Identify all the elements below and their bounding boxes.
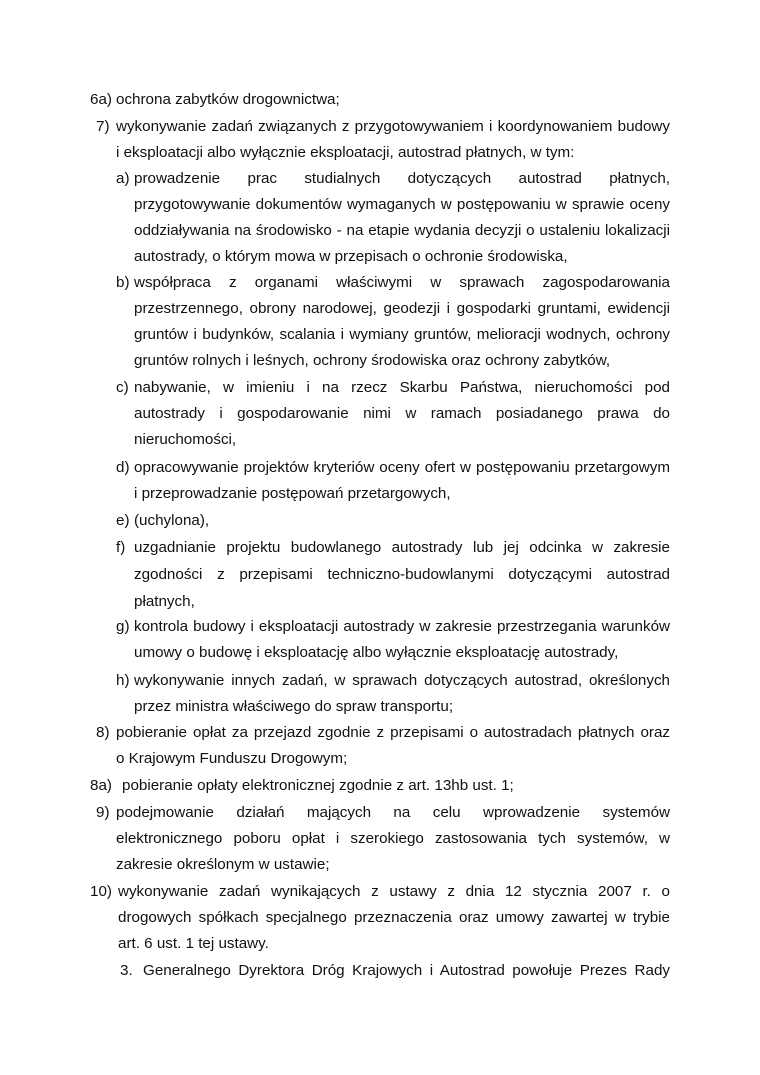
paragraph-3-marker: 3. bbox=[120, 962, 133, 979]
subitem-d-marker: d) bbox=[116, 459, 130, 476]
subitem-g-marker: g) bbox=[116, 618, 130, 635]
item-8-line: pobieranie opłat za przejazd zgodnie z przepisami o autostradach płatnych oraz bbox=[116, 724, 670, 741]
item-10-marker: 10) bbox=[90, 883, 112, 900]
subitem-c-line: nabywanie, w imieniu i na rzecz Skarbu Państwa, nieruchomości pod bbox=[134, 379, 670, 396]
item-7-line: i eksploatacji albo wyłącznie eksploatacji, autostrad płatnych, w tym: bbox=[116, 144, 575, 161]
item-8a-marker: 8a) bbox=[90, 777, 112, 794]
subitem-c-marker: c) bbox=[116, 379, 129, 396]
subitem-a-line: oddziaływania na środowisko - na etapie wydania decyzji o ustaleniu lokalizacji bbox=[134, 222, 670, 239]
item-8-line: o Krajowym Funduszu Drogowym; bbox=[116, 750, 348, 767]
subitem-a-line: prowadzenie prac studialnych dotyczących autostrad płatnych, bbox=[134, 170, 670, 187]
subitem-e-marker: e) bbox=[116, 512, 130, 529]
subitem-f-marker: f) bbox=[116, 539, 126, 556]
subitem-b-line: gruntów rolnych i leśnych, ochrony środowiska oraz ochrony zabytków, bbox=[134, 352, 611, 369]
subitem-f-line: płatnych, bbox=[134, 593, 195, 610]
subitem-f-line: uzgadnianie projektu budowlanego autostrady lub jej odcinka w zakresie bbox=[134, 539, 670, 556]
subitem-h-line: wykonywanie innych zadań, w sprawach dotyczących autostrad, określonych bbox=[134, 672, 670, 689]
subitem-h-marker: h) bbox=[116, 672, 130, 689]
item-6a-marker: 6a) bbox=[90, 91, 112, 108]
item-8a-text: pobieranie opłaty elektronicznej zgodnie z art. 13hb ust. 1; bbox=[122, 777, 514, 794]
item-6a-text: ochrona zabytków drogownictwa; bbox=[116, 91, 340, 108]
subitem-c-line: nieruchomości, bbox=[134, 431, 237, 448]
subitem-b-line: gruntów i budynków, scalania i wymiany gruntów, melioracji wodnych, ochrony bbox=[134, 326, 670, 343]
item-7-line: wykonywanie zadań związanych z przygotowywaniem i koordynowaniem budowy bbox=[116, 118, 670, 135]
item-9-line: zakresie określonym w ustawie; bbox=[116, 856, 330, 873]
subitem-a-line: przygotowywanie dokumentów wymaganych w postępowaniu w sprawie oceny bbox=[134, 196, 670, 213]
item-10-line: wykonywanie zadań wynikających z ustawy z dnia 12 stycznia 2007 r. o bbox=[118, 883, 670, 900]
subitem-a-marker: a) bbox=[116, 170, 130, 187]
subitem-e-line: (uchylona), bbox=[134, 512, 210, 529]
subitem-d-line: opracowywanie projektów kryteriów oceny ofert w postępowaniu przetargowym bbox=[134, 459, 670, 476]
item-10-line: art. 6 ust. 1 tej ustawy. bbox=[118, 935, 269, 952]
subitem-b-line: współpraca z organami właściwymi w sprawach zagospodarowania bbox=[134, 274, 670, 291]
subitem-g-line: umowy o budowę i eksploatację albo wyłącznie eksploatację autostrady, bbox=[134, 644, 619, 661]
subitem-b-line: przestrzennego, obrony narodowej, geodezji i gospodarki gruntami, ewidencji bbox=[134, 300, 670, 317]
subitem-d-line: i przeprowadzanie postępowań przetargowych, bbox=[134, 485, 451, 502]
subitem-g-line: kontrola budowy i eksploatacji autostrady w zakresie przestrzegania warunków bbox=[134, 618, 670, 635]
item-7-marker: 7) bbox=[96, 118, 110, 135]
item-9-line: elektronicznego poboru opłat i szerokiego zastosowania tych systemów, w bbox=[116, 830, 670, 847]
subitem-b-marker: b) bbox=[116, 274, 130, 291]
item-10-line: drogowych spółkach specjalnego przeznaczenia oraz umowy zawartej w trybie bbox=[118, 909, 670, 926]
subitem-a-line: autostrady, o którym mowa w przepisach o ochronie środowiska, bbox=[134, 248, 568, 265]
item-9-marker: 9) bbox=[96, 804, 110, 821]
item-9-line: podejmowanie działań mających na celu wprowadzenie systemów bbox=[116, 804, 670, 821]
subitem-f-line: zgodności z przepisami techniczno-budowlanymi dotyczącymi autostrad bbox=[134, 566, 670, 583]
subitem-h-line: przez ministra właściwego do spraw transportu; bbox=[134, 698, 454, 715]
item-8-marker: 8) bbox=[96, 724, 110, 741]
paragraph-3-text: Generalnego Dyrektora Dróg Krajowych i Autostrad powołuje Prezes Rady bbox=[143, 962, 670, 979]
subitem-c-line: autostrady i gospodarowanie nimi w ramach posiadanego prawa do bbox=[134, 405, 670, 422]
